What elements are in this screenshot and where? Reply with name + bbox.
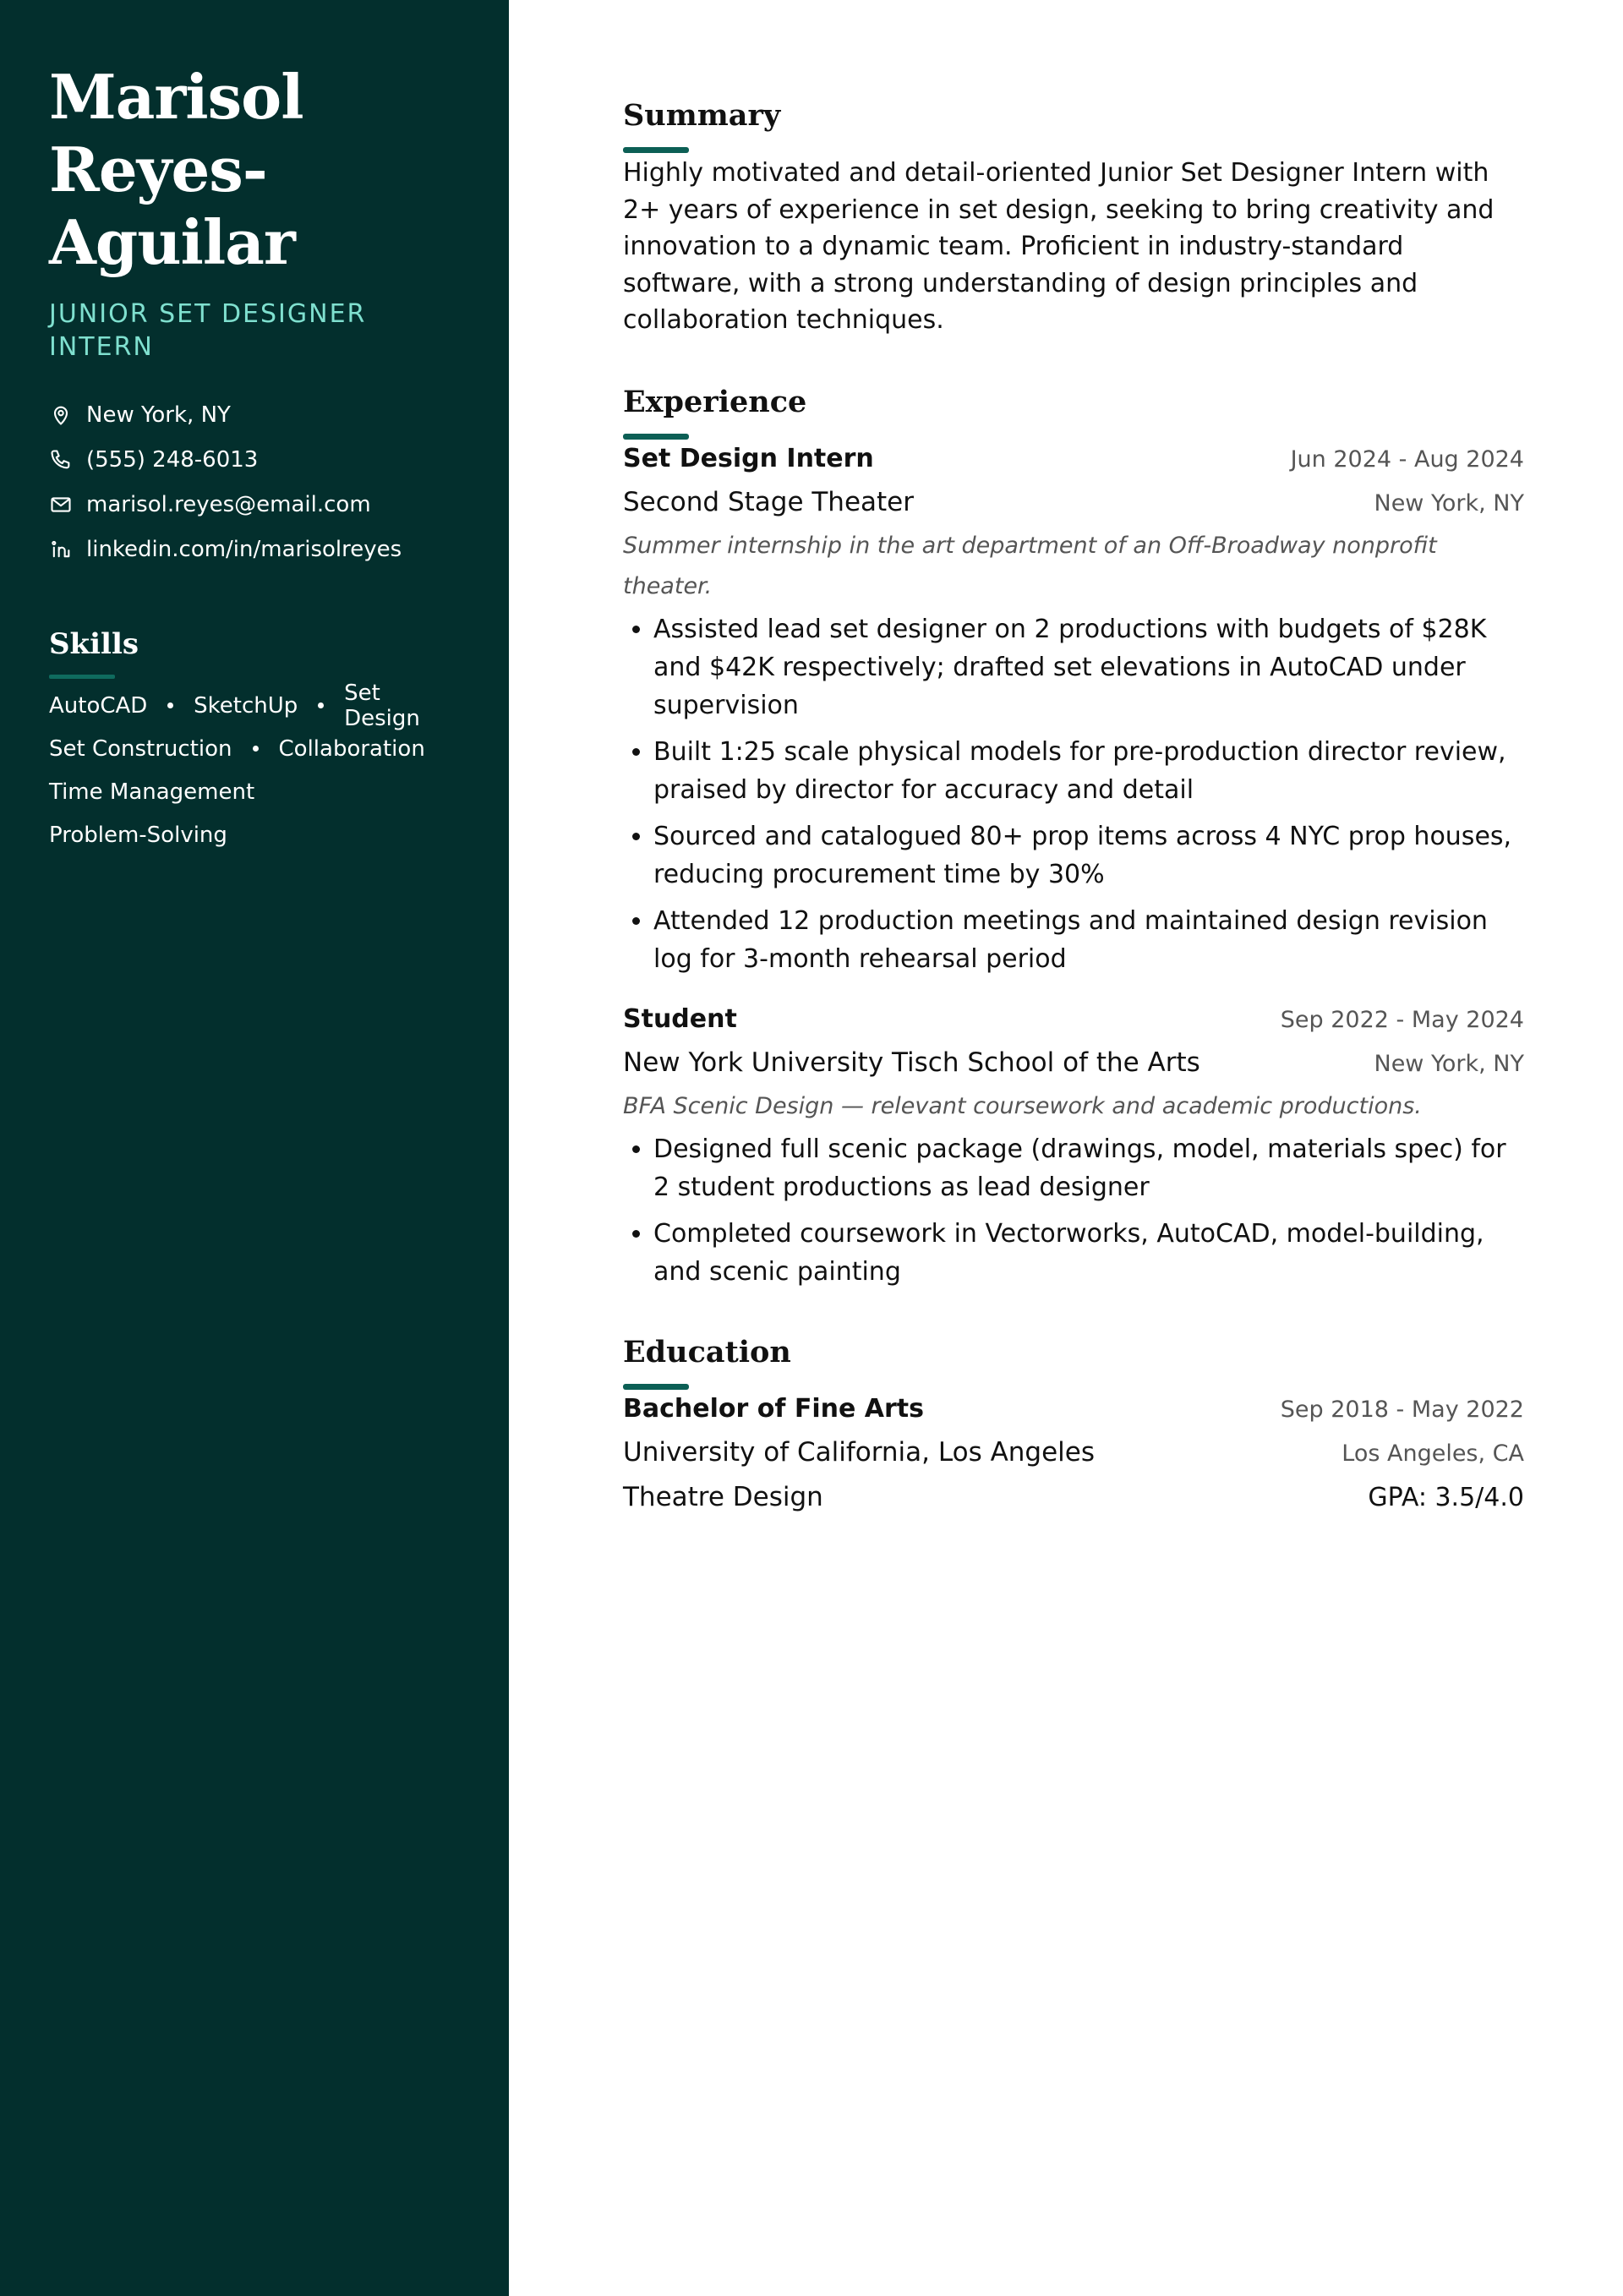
skill-item: Collaboration [278,735,425,762]
skills-underline [49,675,115,679]
name-line: Reyes- [49,134,267,205]
skill-item: Set Construction [49,735,232,762]
skill-item: Set Design [344,680,420,731]
job-header [623,440,1524,478]
experience-section [623,381,1524,1291]
field-of-study: Theatre Design [623,1481,823,1512]
skill-item: AutoCAD [49,692,148,719]
name-line: Marisol [49,61,303,133]
section-underline [623,1384,689,1390]
education-section [623,1331,1524,1518]
contact-phone [49,437,460,482]
job-company: Second Stage Theater [623,486,914,517]
phone-icon [49,448,73,472]
job-bullets [623,1130,1524,1291]
job-entry [623,1000,1524,1291]
job-description: Summer internship in the art department of an Off-Broadway nonprofit theater. [623,532,1437,599]
list-item: • Completed coursework in Vectorworks, AutoCAD, model-building, and scenic painting [653,1215,1524,1291]
skills-heading: Skills [49,627,139,661]
contact-list [49,392,460,571]
education-heading: Education [623,1334,791,1369]
job-dates: Sep 2022 - May 2024 [1280,1006,1524,1033]
contact-phone-text[interactable]: (555) 248-6013 [86,446,259,473]
bullet-dot [318,702,324,708]
job-title: Set Design Intern [623,443,874,473]
skill-item: Problem-Solving [49,822,227,848]
job-location: New York, NY [1374,489,1524,517]
bullet-dot [167,702,173,708]
sidebar [0,0,509,2296]
list-item: • Designed full scenic package (drawings, model, materials spec) for 2 student productions as lead designer [653,1130,1524,1206]
job-bullets [623,610,1524,978]
location-pin-icon [49,403,73,427]
list-item: • Built 1:25 scale physical models for pre-production director review, praised by director for accuracy and detail [653,733,1524,809]
job-description: BFA Scenic Design — relevant coursework and academic productions. [623,1092,1422,1119]
contact-linkedin-text[interactable]: linkedin.com/in/marisolreyes [86,536,402,562]
bullet-dot [253,746,259,752]
linkedin-icon [49,538,73,561]
role-line: JUNIOR SET DESIGNER [49,299,367,329]
contact-location-text: New York, NY [86,402,231,428]
section-underline [623,147,689,153]
field-row [623,1476,1524,1518]
experience-heading: Experience [623,384,807,419]
section-underline [623,434,689,440]
job-title: Student [623,1003,737,1034]
degree-row [623,1390,1524,1429]
school-row [623,1429,1524,1476]
gpa: GPA: 3.5/4.0 [1368,1482,1524,1512]
role-line: INTERN [49,332,154,362]
summary-heading: Summary [623,98,781,133]
candidate-name [49,61,460,279]
job-entry [623,440,1524,978]
job-company-row [623,478,1524,526]
job-location: New York, NY [1374,1050,1524,1077]
job-company-row [623,1039,1524,1086]
summary-text: Highly motivated and detail-oriented Junior Set Designer Intern with 2+ years of experience in set design, seeking to bring creativity and innovation to a dynamic team. Proficient in industry-standard software, with a strong understanding of design principles and collaboration techniques. [623,158,1495,335]
name-line: Aguilar [49,206,295,278]
skill-item: Time Management [49,779,255,805]
job-header [623,1000,1524,1039]
job-company: New York University Tisch School of the Arts [623,1047,1200,1078]
summary-section [623,95,1524,339]
job-role [49,298,460,364]
main-content [509,0,1623,2296]
school: University of California, Los Angeles [623,1436,1096,1468]
school-location: Los Angeles, CA [1342,1440,1524,1467]
degree: Bachelor of Fine Arts [623,1393,924,1424]
contact-linkedin [49,527,460,571]
education-dates: Sep 2018 - May 2022 [1280,1396,1524,1423]
contact-location [49,392,460,437]
skill-row [49,770,460,813]
list-item: • Assisted lead set designer on 2 productions with budgets of $28K and $42K respectively; drafted set elevations in AutoCAD under supervision [653,610,1524,724]
skill-row [49,727,460,770]
skill-item: SketchUp [194,692,298,719]
contact-email [49,482,460,527]
email-icon [49,493,73,517]
job-dates: Jun 2024 - Aug 2024 [1290,446,1524,473]
contact-email-text[interactable]: marisol.reyes@email.com [86,491,371,517]
skills-list [49,680,460,856]
list-item: • Sourced and catalogued 80+ prop items across 4 NYC prop houses, reducing procurement time by 30% [653,817,1524,894]
skill-row [49,813,460,856]
skill-row [49,680,460,731]
list-item: • Attended 12 production meetings and maintained design revision log for 3-month rehearsal period [653,902,1524,978]
